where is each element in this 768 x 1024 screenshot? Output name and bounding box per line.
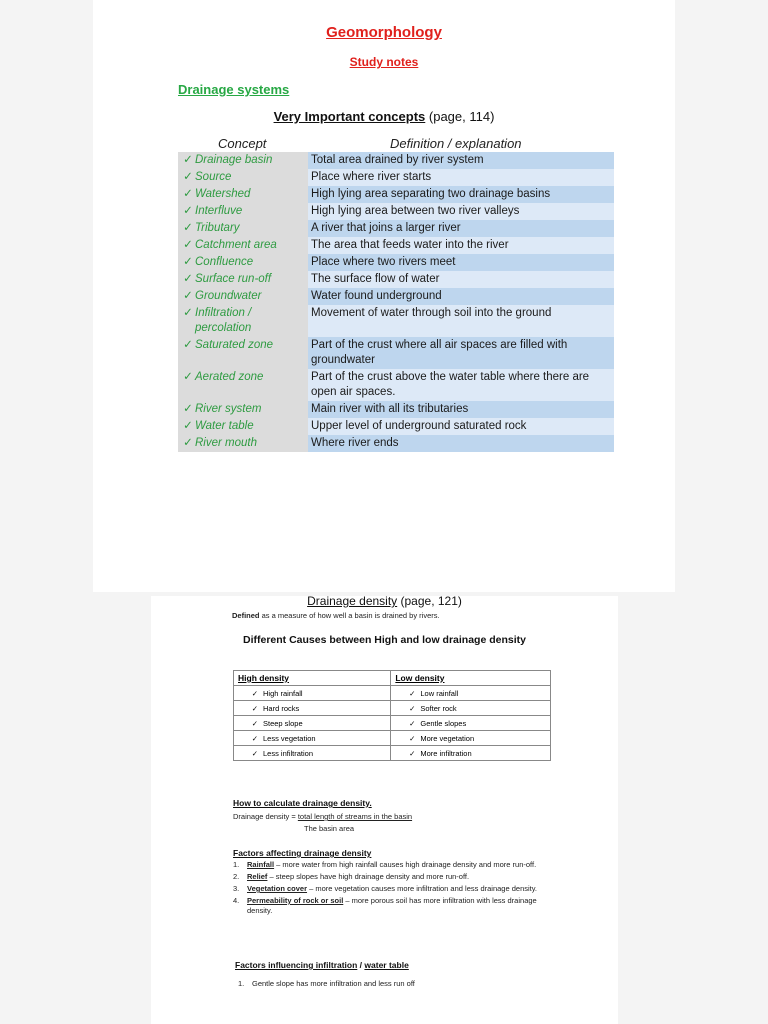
concept-cell <box>178 369 308 401</box>
concept-term: River system <box>195 403 262 415</box>
concept-cell <box>178 220 308 237</box>
check-icon: ✓ <box>183 154 193 166</box>
page-title: Geomorphology <box>326 24 442 41</box>
density-row <box>234 686 551 701</box>
check-icon: ✓ <box>409 718 416 728</box>
factor-text: – more water from high rainfall causes high drainage density and more run-off. <box>274 860 537 869</box>
factor-item <box>233 896 553 916</box>
infiltration-heading-sep: / <box>357 960 365 970</box>
concepts-table <box>178 152 614 452</box>
check-icon: ✓ <box>251 718 258 728</box>
high-density-cell <box>234 686 391 701</box>
concept-row <box>178 288 614 305</box>
low-density-cell <box>391 746 551 761</box>
concept-cell <box>178 186 308 203</box>
check-icon: ✓ <box>183 256 193 268</box>
factor-key: Permeability of rock or soil <box>247 896 344 905</box>
infiltration-heading-a: Factors influencing infiltration <box>235 960 358 970</box>
definition-cell: Where river ends <box>308 435 614 452</box>
high-density-value: Steep slope <box>263 718 303 728</box>
low-density-value: More infiltration <box>420 748 472 758</box>
concept-term: River mouth <box>195 437 257 449</box>
definition-cell: High lying area between two river valleys <box>308 203 614 220</box>
important-label: Very Important concepts <box>273 109 426 124</box>
document-page-2 <box>151 596 618 1024</box>
definition-cell: Water found underground <box>308 288 614 305</box>
definition-cell: High lying area separating two drainage basins <box>308 186 614 203</box>
check-icon: ✓ <box>183 420 193 432</box>
page-subtitle: Study notes <box>349 55 419 69</box>
factor-text: – more porous soil has more infiltration with less drainage density. <box>247 896 537 915</box>
check-icon: ✓ <box>251 733 258 743</box>
concept-term: Confluence <box>195 256 254 268</box>
infiltration-item-number: 1. <box>238 979 245 988</box>
drainage-density-title: Drainage density <box>307 594 398 608</box>
concept-cell <box>178 418 308 435</box>
concept-row <box>178 337 614 369</box>
density-header-row <box>234 671 551 686</box>
causes-heading: Different Causes between High and low drainage density <box>243 634 526 646</box>
high-density-cell <box>234 701 391 716</box>
defined-label: Defined <box>232 611 260 620</box>
concept-row <box>178 152 614 169</box>
factor-key: Rainfall <box>247 860 275 869</box>
calc-formula <box>233 812 412 821</box>
high-density-cell <box>234 746 391 761</box>
factor-item <box>233 860 553 870</box>
concept-term: Saturated zone <box>195 339 274 351</box>
low-density-value: Gentle slopes <box>420 718 467 728</box>
low-density-cell <box>391 701 551 716</box>
concept-term: Drainage basin <box>195 154 273 166</box>
column-header-concept: Concept <box>218 136 267 151</box>
concept-cell <box>178 203 308 220</box>
check-icon: ✓ <box>409 733 416 743</box>
concept-cell <box>178 254 308 271</box>
definition-line <box>232 611 440 620</box>
infiltration-heading <box>235 960 409 970</box>
concept-cell <box>178 288 308 305</box>
high-density-value: Less infiltration <box>263 748 314 758</box>
concept-cell <box>178 435 308 452</box>
factor-key: Relief <box>247 872 268 881</box>
concept-cell <box>178 337 308 369</box>
factor-number: 3. <box>233 884 240 893</box>
check-icon: ✓ <box>183 371 193 383</box>
check-icon: ✓ <box>183 403 193 415</box>
high-density-value: Less vegetation <box>263 733 316 743</box>
important-page-ref: (page, 114) <box>425 109 495 124</box>
check-icon: ✓ <box>183 339 193 351</box>
concept-cell <box>178 152 308 169</box>
concept-row <box>178 254 614 271</box>
check-icon: ✓ <box>183 273 193 285</box>
concept-row <box>178 435 614 452</box>
check-icon: ✓ <box>183 205 193 217</box>
concept-term: Infiltration / percolation <box>195 307 252 334</box>
defined-text: as a measure of how well a basin is drained by rivers. <box>259 611 440 620</box>
factor-number: 2. <box>233 872 240 881</box>
concept-row <box>178 237 614 254</box>
factor-number: 1. <box>233 860 240 869</box>
concept-term: Tributary <box>195 222 240 234</box>
density-row <box>234 716 551 731</box>
concept-row <box>178 418 614 435</box>
check-icon: ✓ <box>183 171 193 183</box>
factor-item <box>233 884 553 894</box>
check-icon: ✓ <box>183 307 193 319</box>
concept-row <box>178 271 614 288</box>
definition-cell: A river that joins a larger river <box>308 220 614 237</box>
factor-text: – steep slopes have high drainage density and more run-off. <box>267 872 470 881</box>
low-density-value: Low rainfall <box>420 688 459 698</box>
calc-denominator: The basin area <box>304 824 355 833</box>
check-icon: ✓ <box>409 703 416 713</box>
concept-term: Water table <box>195 420 254 432</box>
concept-term: Groundwater <box>195 290 262 302</box>
concept-cell <box>178 169 308 186</box>
definition-cell: Total area drained by river system <box>308 152 614 169</box>
low-density-value: Softer rock <box>420 703 457 713</box>
important-concepts-heading <box>93 109 675 124</box>
section-heading-drainage-systems: Drainage systems <box>178 82 290 97</box>
concept-term: Aerated zone <box>195 371 264 383</box>
low-density-cell <box>391 686 551 701</box>
check-icon: ✓ <box>183 188 193 200</box>
infiltration-heading-b: water table <box>364 960 409 970</box>
high-density-cell <box>234 716 391 731</box>
factor-number: 4. <box>233 896 240 905</box>
check-icon: ✓ <box>183 222 193 234</box>
factor-text: – more vegetation causes more infiltration and less drainage density. <box>307 884 538 893</box>
concept-row <box>178 169 614 186</box>
concept-row <box>178 220 614 237</box>
infiltration-item <box>238 979 415 988</box>
definition-cell: The area that feeds water into the river <box>308 237 614 254</box>
low-density-cell <box>391 716 551 731</box>
factor-item <box>233 872 553 882</box>
definition-cell: Place where river starts <box>308 169 614 186</box>
check-icon: ✓ <box>183 437 193 449</box>
definition-cell: Upper level of underground saturated rock <box>308 418 614 435</box>
calc-numerator: total length of streams in the basin <box>297 812 413 821</box>
definition-cell: Place where two rivers meet <box>308 254 614 271</box>
high-density-value: Hard rocks <box>263 703 300 713</box>
document-page-1 <box>93 0 675 592</box>
factors-heading: Factors affecting drainage density <box>233 848 372 858</box>
concept-term: Source <box>195 171 232 183</box>
high-density-cell <box>234 731 391 746</box>
definition-cell: Movement of water through soil into the ground <box>308 305 614 337</box>
high-density-header: High density <box>234 671 391 686</box>
concept-row <box>178 369 614 401</box>
check-icon: ✓ <box>183 290 193 302</box>
concept-row <box>178 203 614 220</box>
column-header-definition: Definition / explanation <box>390 136 522 151</box>
factor-key: Vegetation cover <box>247 884 308 893</box>
check-icon: ✓ <box>251 703 258 713</box>
density-row <box>234 746 551 761</box>
concept-term: Catchment area <box>195 239 277 251</box>
calc-prefix: Drainage density = <box>233 812 298 821</box>
concept-term: Watershed <box>195 188 251 200</box>
low-density-cell <box>391 731 551 746</box>
concept-cell <box>178 237 308 254</box>
infiltration-item-text: Gentle slope has more infiltration and less run off <box>252 979 415 988</box>
factors-list <box>233 860 553 918</box>
definition-cell: Part of the crust above the water table where there are open air spaces. <box>308 369 614 401</box>
calc-heading: How to calculate drainage density. <box>233 798 372 808</box>
check-icon: ✓ <box>409 688 416 698</box>
density-table <box>233 670 551 761</box>
concept-cell <box>178 271 308 288</box>
low-density-header: Low density <box>391 671 551 686</box>
high-density-value: High rainfall <box>263 688 303 698</box>
check-icon: ✓ <box>251 748 258 758</box>
concept-term: Surface run-off <box>195 273 272 285</box>
concept-cell <box>178 401 308 418</box>
concept-row <box>178 305 614 337</box>
definition-cell: The surface flow of water <box>308 271 614 288</box>
check-icon: ✓ <box>251 688 258 698</box>
drainage-density-page-ref: (page, 121) <box>397 594 462 608</box>
concept-row <box>178 186 614 203</box>
low-density-value: More vegetation <box>420 733 475 743</box>
definition-cell: Part of the crust where all air spaces are filled with groundwater <box>308 337 614 369</box>
check-icon: ✓ <box>183 239 193 251</box>
definition-cell: Main river with all its tributaries <box>308 401 614 418</box>
concept-row <box>178 401 614 418</box>
check-icon: ✓ <box>409 748 416 758</box>
density-row <box>234 701 551 716</box>
concept-cell <box>178 305 308 337</box>
density-row <box>234 731 551 746</box>
concept-term: Interfluve <box>195 205 243 217</box>
drainage-density-heading <box>151 594 618 608</box>
